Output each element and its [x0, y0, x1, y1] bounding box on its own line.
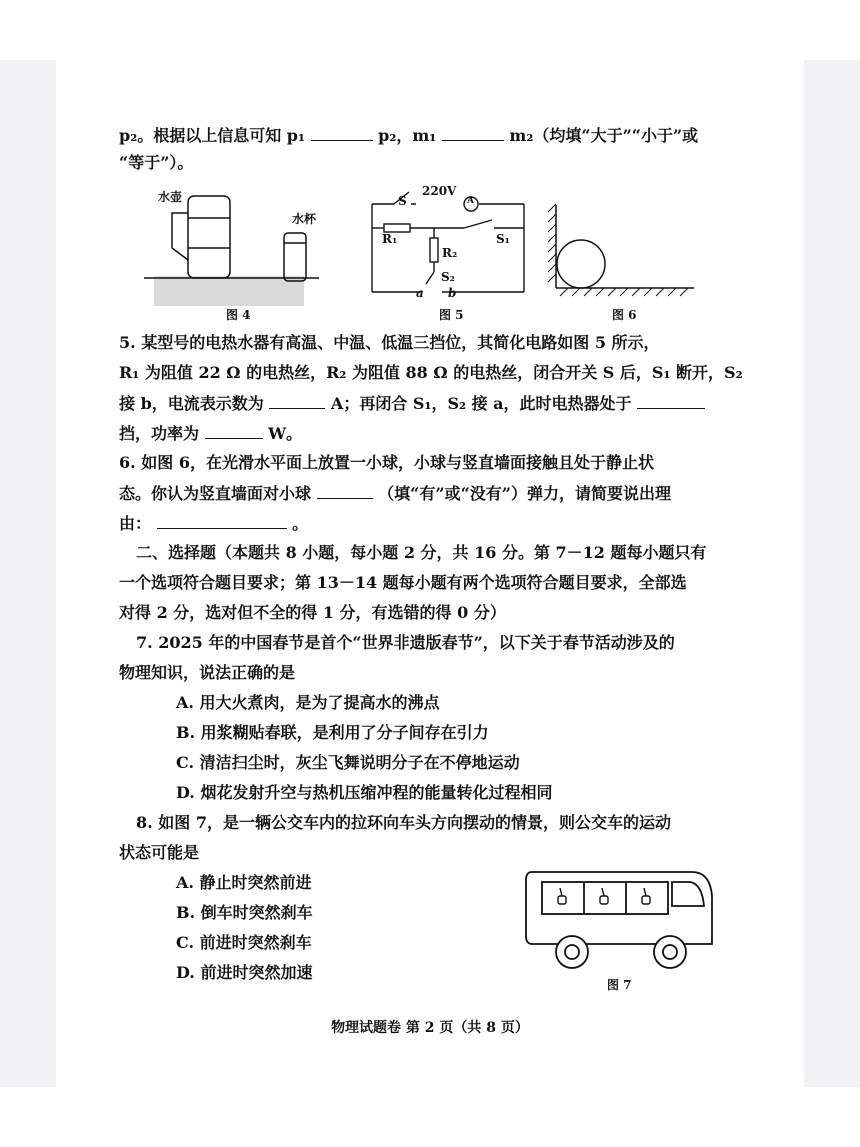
exam-page [56, 60, 804, 1087]
page-footer: 物理试题卷 第 2 页（共 8 页） [331, 1020, 529, 1036]
q4-tail-line-2: “等于”）。 [119, 153, 194, 172]
q4-tail-line: p₂。根据以上信息可知 p₁ p₂，m₁ m₂（均填“大于”“小于”或 [119, 126, 699, 145]
blank-power [205, 422, 263, 439]
q6-line-3: 由： 。 [119, 514, 309, 533]
blank-m [442, 124, 504, 141]
blank-current [269, 392, 325, 409]
q5-line-3: 接 b，电流表示数为 A；再闭合 S₁，S₂ 接 a，此时电热器处于 [119, 392, 705, 415]
q8-option-a: A. 静止时突然前进 [176, 873, 312, 892]
q7-line-2: 物理知识，说法正确的是 [119, 663, 296, 682]
blank-reason [157, 512, 287, 529]
fig5-caption: 图 5 [439, 308, 464, 322]
q7-option-c: C. 清洁扫尘时，灰尘飞舞说明分子在不停地运动 [176, 753, 520, 772]
fig5-r1: R₁ [382, 232, 398, 246]
q7-option-b: B. 用浆糊贴春联，是利用了分子间存在引力 [176, 723, 489, 742]
blank-force [317, 482, 373, 499]
fig4-kettle-label: 水壶 [158, 190, 183, 204]
fig5-a: a [416, 286, 424, 300]
q8-option-c: C. 前进时突然刹车 [176, 933, 312, 952]
q8-option-d: D. 前进时突然加速 [176, 963, 313, 982]
fig6-caption: 图 6 [612, 308, 637, 322]
q5-line-4: 挡，功率为 W。 [119, 424, 303, 443]
section-2-heading: 二、选择题（本题共 8 小题，每小题 2 分，共 16 分。第 7－12 题每小题只有 [136, 543, 707, 562]
fig5-s1: S₁ [496, 232, 510, 246]
blank-gear [637, 392, 705, 409]
section-2-line-3: 对得 2 分，选对但不全的得 1 分，有选错的得 0 分） [119, 603, 506, 622]
q7-option-d: D. 烟花发射升空与热机压缩冲程的能量转化过程相同 [176, 783, 553, 802]
fig7-caption: 图 7 [607, 978, 632, 992]
blank-p [311, 124, 373, 141]
q7-line-1: 7. 2025 年的中国春节是首个“世界非遗版春节”，以下关于春节活动涉及的 [136, 633, 675, 652]
fig5-b: b [448, 286, 457, 300]
figure-6 [546, 200, 696, 300]
q5-line-2: R₁ 为阻值 22 Ω 的电热丝，R₂ 为阻值 88 Ω 的电热丝，闭合开关 S 后，S₁ 断开，S₂ [119, 363, 743, 382]
q8-line-2: 状态可能是 [119, 843, 200, 862]
q8-line-1: 8. 如图 7，是一辆公交车内的拉环向车头方向摆动的情景，则公交车的运动 [136, 813, 671, 832]
section-2-line-2: 一个选项符合题目要求；第 13－14 题每小题有两个选项符合题目要求，全部选 [119, 573, 687, 592]
q6-line-1: 6. 如图 6，在光滑水平面上放置一小球，小球与竖直墙面接触且处于静止状 [119, 453, 654, 472]
fig4-cup-label: 水杯 [292, 212, 317, 226]
fig5-r2: R₂ [442, 246, 458, 260]
left-margin [0, 60, 56, 1087]
q8-option-b: B. 倒车时突然刹车 [176, 903, 313, 922]
right-margin [804, 60, 860, 1087]
fig5-s2: S₂ [441, 270, 455, 284]
fig5-voltage: 220V [422, 184, 457, 198]
q5-line-1: 5. 某型号的电热水器有高温、中温、低温三挡位，其简化电路如图 5 所示， [119, 333, 660, 352]
fig5-ammeter: A [467, 196, 474, 206]
q7-option-a: A. 用大火煮肉，是为了提高水的沸点 [176, 693, 440, 712]
fig5-switch-s: S [398, 194, 407, 208]
figure-7 [522, 866, 718, 970]
q6-line-2: 态。你认为竖直墙面对小球 （填“有”或“没有”）弹力，请简要说出理 [119, 484, 671, 503]
fig4-caption: 图 4 [226, 308, 251, 322]
